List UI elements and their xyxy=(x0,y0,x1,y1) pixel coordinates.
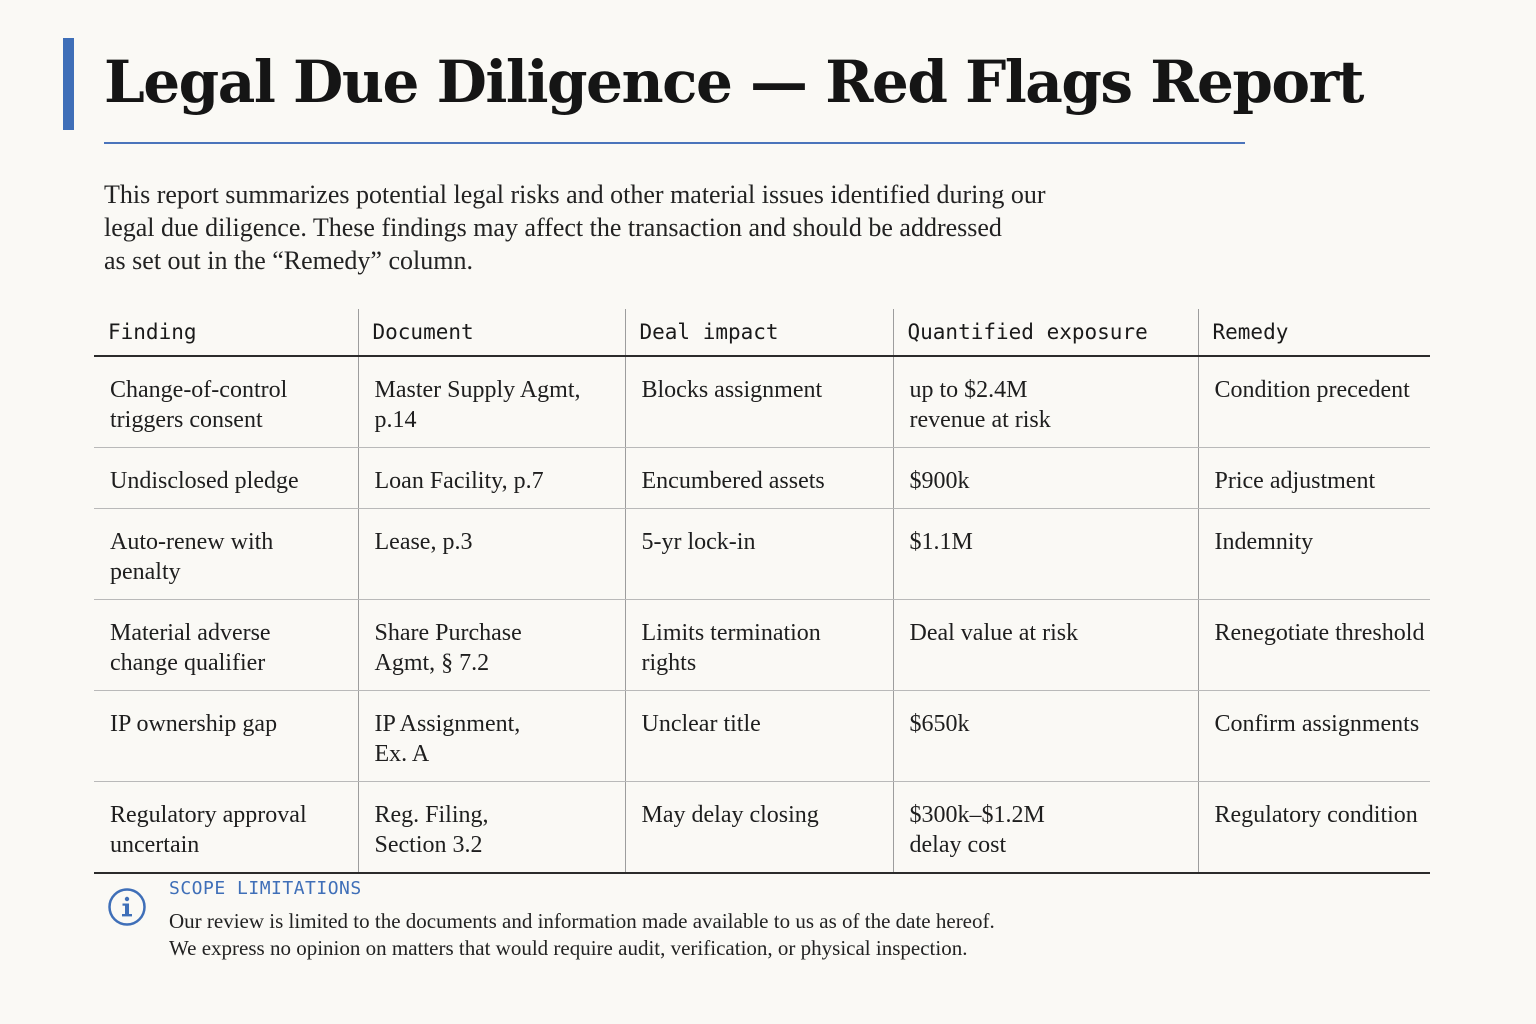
finding-cell xyxy=(94,448,358,509)
column-header-remedy: Remedy xyxy=(1198,309,1430,356)
remedy-cell xyxy=(1198,782,1430,874)
document-cell xyxy=(358,691,625,782)
cell-line: Price adjustment xyxy=(1214,468,1376,494)
cell-line: Material adverse xyxy=(110,620,271,646)
table-row xyxy=(94,782,1430,874)
finding-cell xyxy=(94,782,358,874)
cell-line: Loan Facility, p.7 xyxy=(374,468,544,494)
exposure-cell xyxy=(893,691,1198,782)
document-cell xyxy=(358,782,625,874)
table-row xyxy=(94,448,1430,509)
cell-line: Regulatory approval xyxy=(110,802,307,828)
cell-line: p.14 xyxy=(374,407,417,433)
cell-line: IP ownership gap xyxy=(110,711,278,737)
cell-line: $650k xyxy=(909,711,970,737)
cell-line: up to $2.4M xyxy=(909,377,1028,403)
note-heading: SCOPE LIMITATIONS xyxy=(169,878,362,899)
impact-cell xyxy=(625,509,893,600)
cell-line: Lease, p.3 xyxy=(374,529,473,555)
exposure-cell xyxy=(893,782,1198,874)
finding-cell xyxy=(94,691,358,782)
remedy-cell xyxy=(1198,600,1430,691)
document-cell xyxy=(358,600,625,691)
cell-line: delay cost xyxy=(909,832,1007,858)
cell-line: IP Assignment, xyxy=(374,711,521,737)
cell-line: Limits termination xyxy=(641,620,821,646)
column-header-quantified-exposure: Quantified exposure xyxy=(893,309,1198,356)
cell-line: Undisclosed pledge xyxy=(110,468,299,494)
cell-line: revenue at risk xyxy=(909,407,1051,433)
red-flags-table xyxy=(94,309,1430,874)
column-header-deal-impact: Deal impact xyxy=(625,309,893,356)
cell-line: penalty xyxy=(110,559,181,585)
cell-line: rights xyxy=(641,650,697,676)
cell-line: uncertain xyxy=(110,832,200,858)
finding-cell xyxy=(94,600,358,691)
impact-cell xyxy=(625,356,893,448)
cell-line: Agmt, § 7.2 xyxy=(374,650,490,676)
cell-line: Confirm assignments xyxy=(1214,711,1420,737)
exposure-cell xyxy=(893,356,1198,448)
cell-line: Condition precedent xyxy=(1214,377,1410,403)
cell-line: Blocks assignment xyxy=(641,377,823,403)
table-header-row xyxy=(94,309,1430,356)
cell-line: Reg. Filing, xyxy=(374,802,489,828)
cell-line: Auto-renew with xyxy=(110,529,274,555)
table-row xyxy=(94,509,1430,600)
table-row xyxy=(94,600,1430,691)
note-text xyxy=(169,908,995,962)
cell-line: $900k xyxy=(909,468,970,494)
exposure-cell xyxy=(893,448,1198,509)
page-title: Legal Due Diligence — Red Flags Report xyxy=(104,48,1363,116)
cell-line: Encumbered assets xyxy=(641,468,825,494)
impact-cell xyxy=(625,782,893,874)
cell-line: Deal value at risk xyxy=(909,620,1079,646)
cell-line: Section 3.2 xyxy=(374,832,483,858)
intro-line: This report summarizes potential legal risks and other material issues identified during our xyxy=(104,180,1046,209)
impact-cell xyxy=(625,691,893,782)
exposure-cell xyxy=(893,509,1198,600)
info-icon xyxy=(108,888,146,926)
title-divider xyxy=(104,142,1245,144)
title-accent-bar xyxy=(63,38,74,130)
intro-line: legal due diligence. These findings may affect the transaction and should be addressed xyxy=(104,213,1002,242)
note-line: Our review is limited to the documents and information made available to us as of the date hereof. xyxy=(169,909,995,933)
intro-line: as set out in the “Remedy” column. xyxy=(104,246,473,275)
table-row xyxy=(94,356,1430,448)
intro-paragraph xyxy=(104,178,1104,277)
impact-cell xyxy=(625,600,893,691)
cell-line: 5-yr lock-in xyxy=(641,529,756,555)
document-cell xyxy=(358,448,625,509)
cell-line: change qualifier xyxy=(110,650,266,676)
cell-line: Regulatory condition xyxy=(1214,802,1418,828)
cell-line: Renegotiate threshold xyxy=(1214,620,1425,646)
remedy-cell xyxy=(1198,691,1430,782)
table-row xyxy=(94,691,1430,782)
impact-cell xyxy=(625,448,893,509)
exposure-cell xyxy=(893,600,1198,691)
cell-line: Share Purchase xyxy=(374,620,522,646)
remedy-cell xyxy=(1198,448,1430,509)
cell-line: Master Supply Agmt, xyxy=(374,377,581,403)
cell-line: Ex. A xyxy=(374,741,430,767)
finding-cell xyxy=(94,509,358,600)
cell-line: Change-of-control xyxy=(110,377,288,403)
column-header-document: Document xyxy=(358,309,625,356)
document-cell xyxy=(358,356,625,448)
document-cell xyxy=(358,509,625,600)
cell-line: triggers consent xyxy=(110,407,263,433)
remedy-cell xyxy=(1198,509,1430,600)
note-line: We express no opinion on matters that would require audit, verification, or physical inspection. xyxy=(169,936,968,960)
cell-line: Indemnity xyxy=(1214,529,1314,555)
cell-line: Unclear title xyxy=(641,711,761,737)
cell-line: May delay closing xyxy=(641,802,819,828)
remedy-cell xyxy=(1198,356,1430,448)
finding-cell xyxy=(94,356,358,448)
cell-line: $1.1M xyxy=(909,529,973,555)
column-header-finding: Finding xyxy=(94,309,358,356)
cell-line: $300k–$1.2M xyxy=(909,802,1045,828)
